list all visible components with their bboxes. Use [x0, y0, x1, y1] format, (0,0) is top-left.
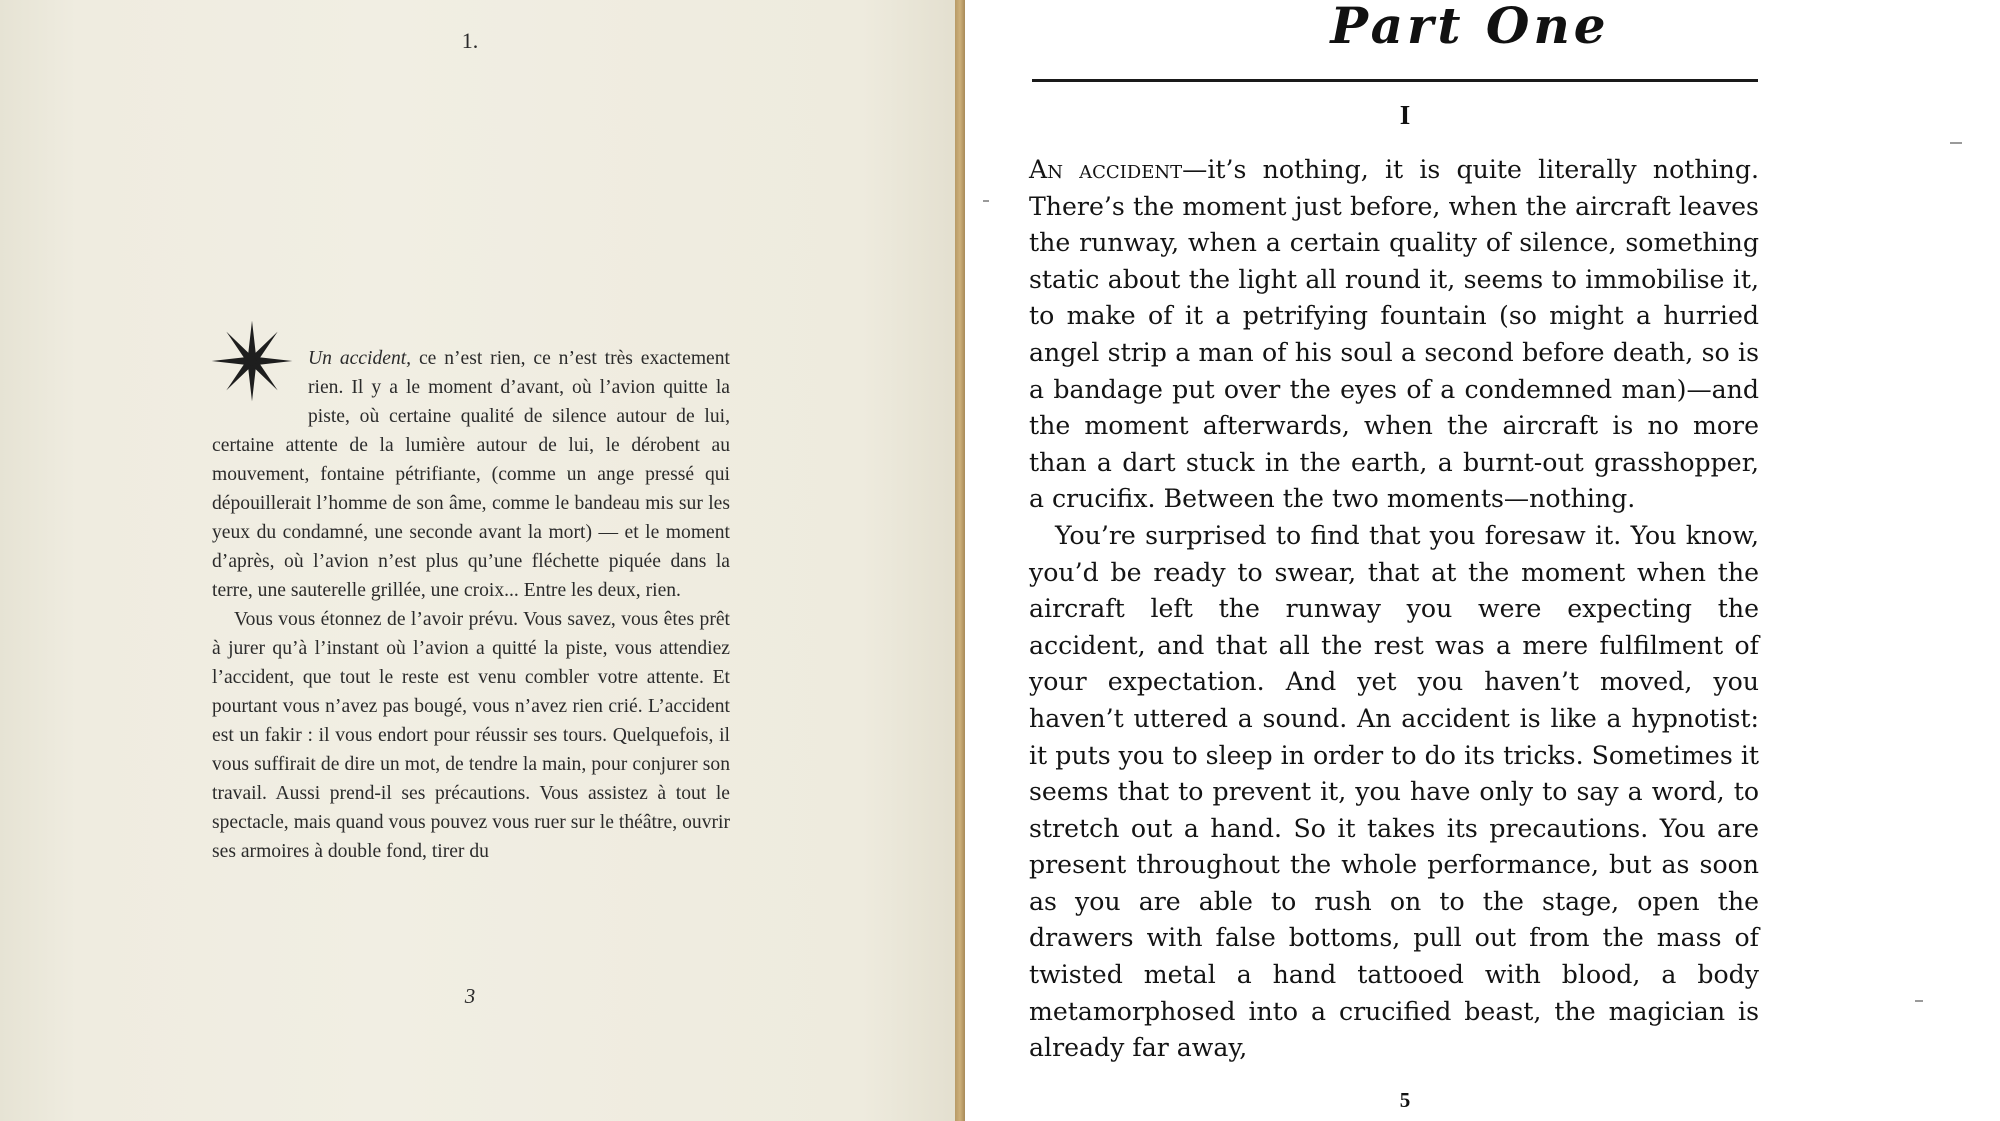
- left-paragraph-2: Vous vous étonnez de l’avoir prévu. Vous savez, vous êtes prêt à jurer qu’à l’instant où l’avion a quitté la piste, vous attendiez l’accident, que tout le reste est venu combler votre attente. Et pourtant vous n’avez pas bougé, vous n’avez rien crié. L’accident est un fakir : il vous endort pour réussir ses tours. Quelquefois, il vous suffirait de dire un mot, de tendre la main, pour conjurer son travail. Aussi prend-il ses précautions. Vous assistez à tout le spectacle, mais quand vous pouvez vous ruer sur le théâtre, ouvrir ses armoires à double fond, tirer du: [212, 609, 730, 862]
- right-paragraph-1: [1029, 152, 1759, 518]
- scan-speck: [1915, 1000, 1923, 1002]
- right-page-number: 5: [1399, 1088, 1411, 1112]
- title-rule: [1032, 79, 1758, 82]
- left-page-number: 3: [464, 984, 476, 1008]
- right-page-english: [965, 0, 2000, 1121]
- left-lead-italic: Un accident,: [308, 348, 412, 369]
- left-paragraph-1-text: ce n’est rien, ce n’est très exactement rien. Il y a le moment d’avant, où l’avion quitte la piste, où certaine qualité de silence autour de lui, certaine attente de la lumière autour de lui, le dérobent au mouvement, fontaine pétrifiante, (comme un ange pressé qui dépouillerait l’homme de son âme, comme le bandeau mis sur les yeux du condamné, une seconde avant la mort) — et le moment d’après, où l’avion n’est plus qu’une fléchette piquée dans la terre, une sauterelle grillée, une croix... Entre les deux, rien.: [212, 348, 730, 601]
- book-spine: [955, 0, 965, 1121]
- scan-speck: [1950, 142, 1962, 144]
- right-paragraph-1-text: —it’s nothing, it is quite literally nothing. There’s the moment just before, when the aircraft leaves the runway, when a certain quality of silence, something static about the light all round it, seems to immobilise it, to make of it a petrifying fountain (so might a hurried angel strip a man of his soul a second before death, so is a bandage put over the eyes of a condemned man)—and the moment afterwards, when the aircraft is no more than a dart stuck in the earth, a burnt-out grasshopper, a crucifix. Between the two moments—nothing.: [1029, 155, 1759, 514]
- left-chapter-number: 1.: [461, 28, 479, 53]
- right-body-text: [1029, 152, 1759, 1067]
- part-title: Part One: [1330, 0, 1610, 55]
- right-lead-smallcaps: An accident: [1029, 155, 1183, 184]
- left-body-text: [212, 344, 730, 866]
- eight-point-star-icon: [206, 317, 298, 405]
- right-paragraph-2: You’re surprised to find that you foresaw it. You know, you’d be ready to swear, that at the moment when the aircraft left the runway you were expecting the accident, and that all the rest was a mere fulfilment of your expectation. And yet you haven’t moved, you haven’t uttered a sound. An accident is like a hypnotist: it puts you to sleep in order to do its tricks. Sometimes it seems that to prevent it, you have only to say a word, to stretch out a hand. So it takes its precautions. You are present throughout the whole performance, but as soon as you are able to rush on to the stage, open the drawers with false bottoms, pull out from the mass of twisted metal a hand tattooed with blood, a body metamorphosed into a crucified beast, the magician is already far away,: [1029, 520, 1759, 1063]
- scan-speck: [983, 200, 989, 202]
- chapter-numeral: I: [1399, 100, 1411, 130]
- left-paragraph-1: [212, 344, 730, 605]
- left-page-french: [0, 0, 958, 1121]
